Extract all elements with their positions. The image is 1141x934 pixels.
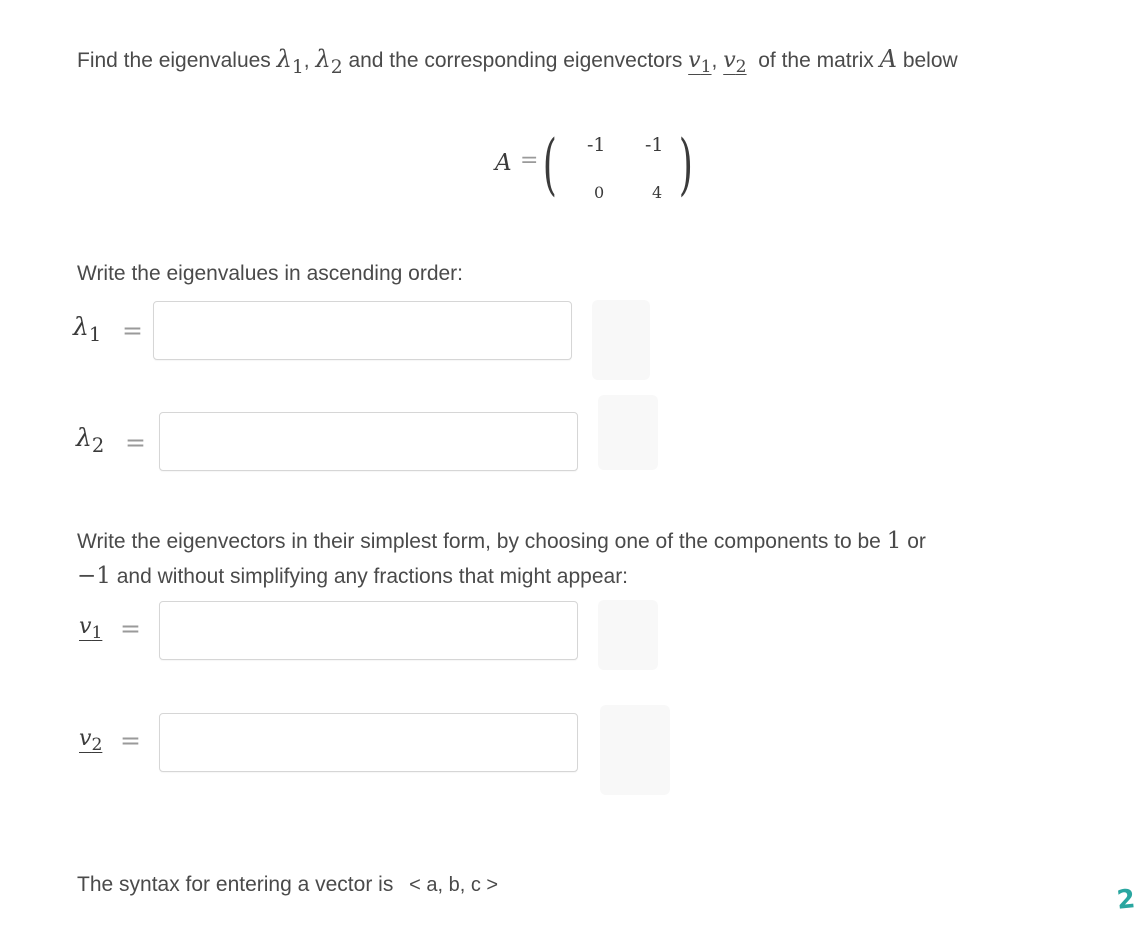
syntax-example: < a, b, c > [409,874,499,896]
v1-equals: = [120,614,141,643]
lambda1-input[interactable] [153,301,572,360]
syntax-label: The syntax for entering a vector is [77,873,394,896]
lambda2-input[interactable] [159,412,578,471]
eigenvectors-instruction-line2: −1 and without simplifying any fractions that might appear: [77,563,629,589]
page-mark: 2 [1115,884,1137,916]
question-text: Find the eigenvalues $\lambda_1$, $\lambda_2$ and the corresponding eigenvectors $v_1$, $v_2$ of the matrix A below [77,45,958,78]
lambda1-label: $\lambda_1$ [73,312,102,347]
matrix-left-paren: ( [542,126,557,203]
matrix-name-inline: A [879,45,897,73]
question-mid: and the corresponding eigenvectors [348,49,683,72]
syntax-note [77,873,498,897]
eigenvectors-instruction-line1: Write the eigenvectors in their simplest form, by choosing one of the components to be 1 or [77,528,926,554]
v1-input[interactable] [159,601,578,660]
lambda2-symbol: $\lambda_2$ [315,45,343,78]
matrix-cell-0-1: -1 [645,134,664,156]
v1-symbol: $v_1$ [688,48,712,78]
faint-mark [600,705,670,795]
matrix-cell-0-0: -1 [587,134,606,156]
v2-label: $v_2$ [79,726,103,756]
question-prefix: Find the eigenvalues [77,49,271,72]
matrix-equals: = [520,148,539,173]
question-suffix-pre: of the matrix [758,49,874,72]
lambda2-label: $\lambda_2$ [76,423,105,458]
lambda1-equals: = [122,316,143,345]
lambda1-symbol: $\lambda_1$ [276,45,304,78]
v1-label: $v_1$ [79,614,103,644]
v2-input-field[interactable] [160,714,577,771]
faint-mark [592,300,650,380]
v2-input[interactable] [159,713,578,772]
lambda2-input-field[interactable] [160,413,577,470]
v1-input-field[interactable] [160,602,577,659]
v2-symbol: $v_2$ [723,48,747,78]
faint-mark [598,600,658,670]
matrix-right-paren: ) [678,126,693,203]
lambda1-input-field[interactable] [154,302,571,359]
matrix-name: A [495,150,512,176]
matrix-cell-1-0: 0 [594,183,605,202]
lambda2-equals: = [125,428,146,457]
v2-equals: = [120,726,141,755]
matrix-display [495,128,725,208]
question-suffix-post: below [902,49,958,72]
faint-mark [598,395,658,470]
matrix-cell-1-1: 4 [652,183,663,202]
eigenvalues-instruction: Write the eigenvalues in ascending order: [77,262,464,285]
